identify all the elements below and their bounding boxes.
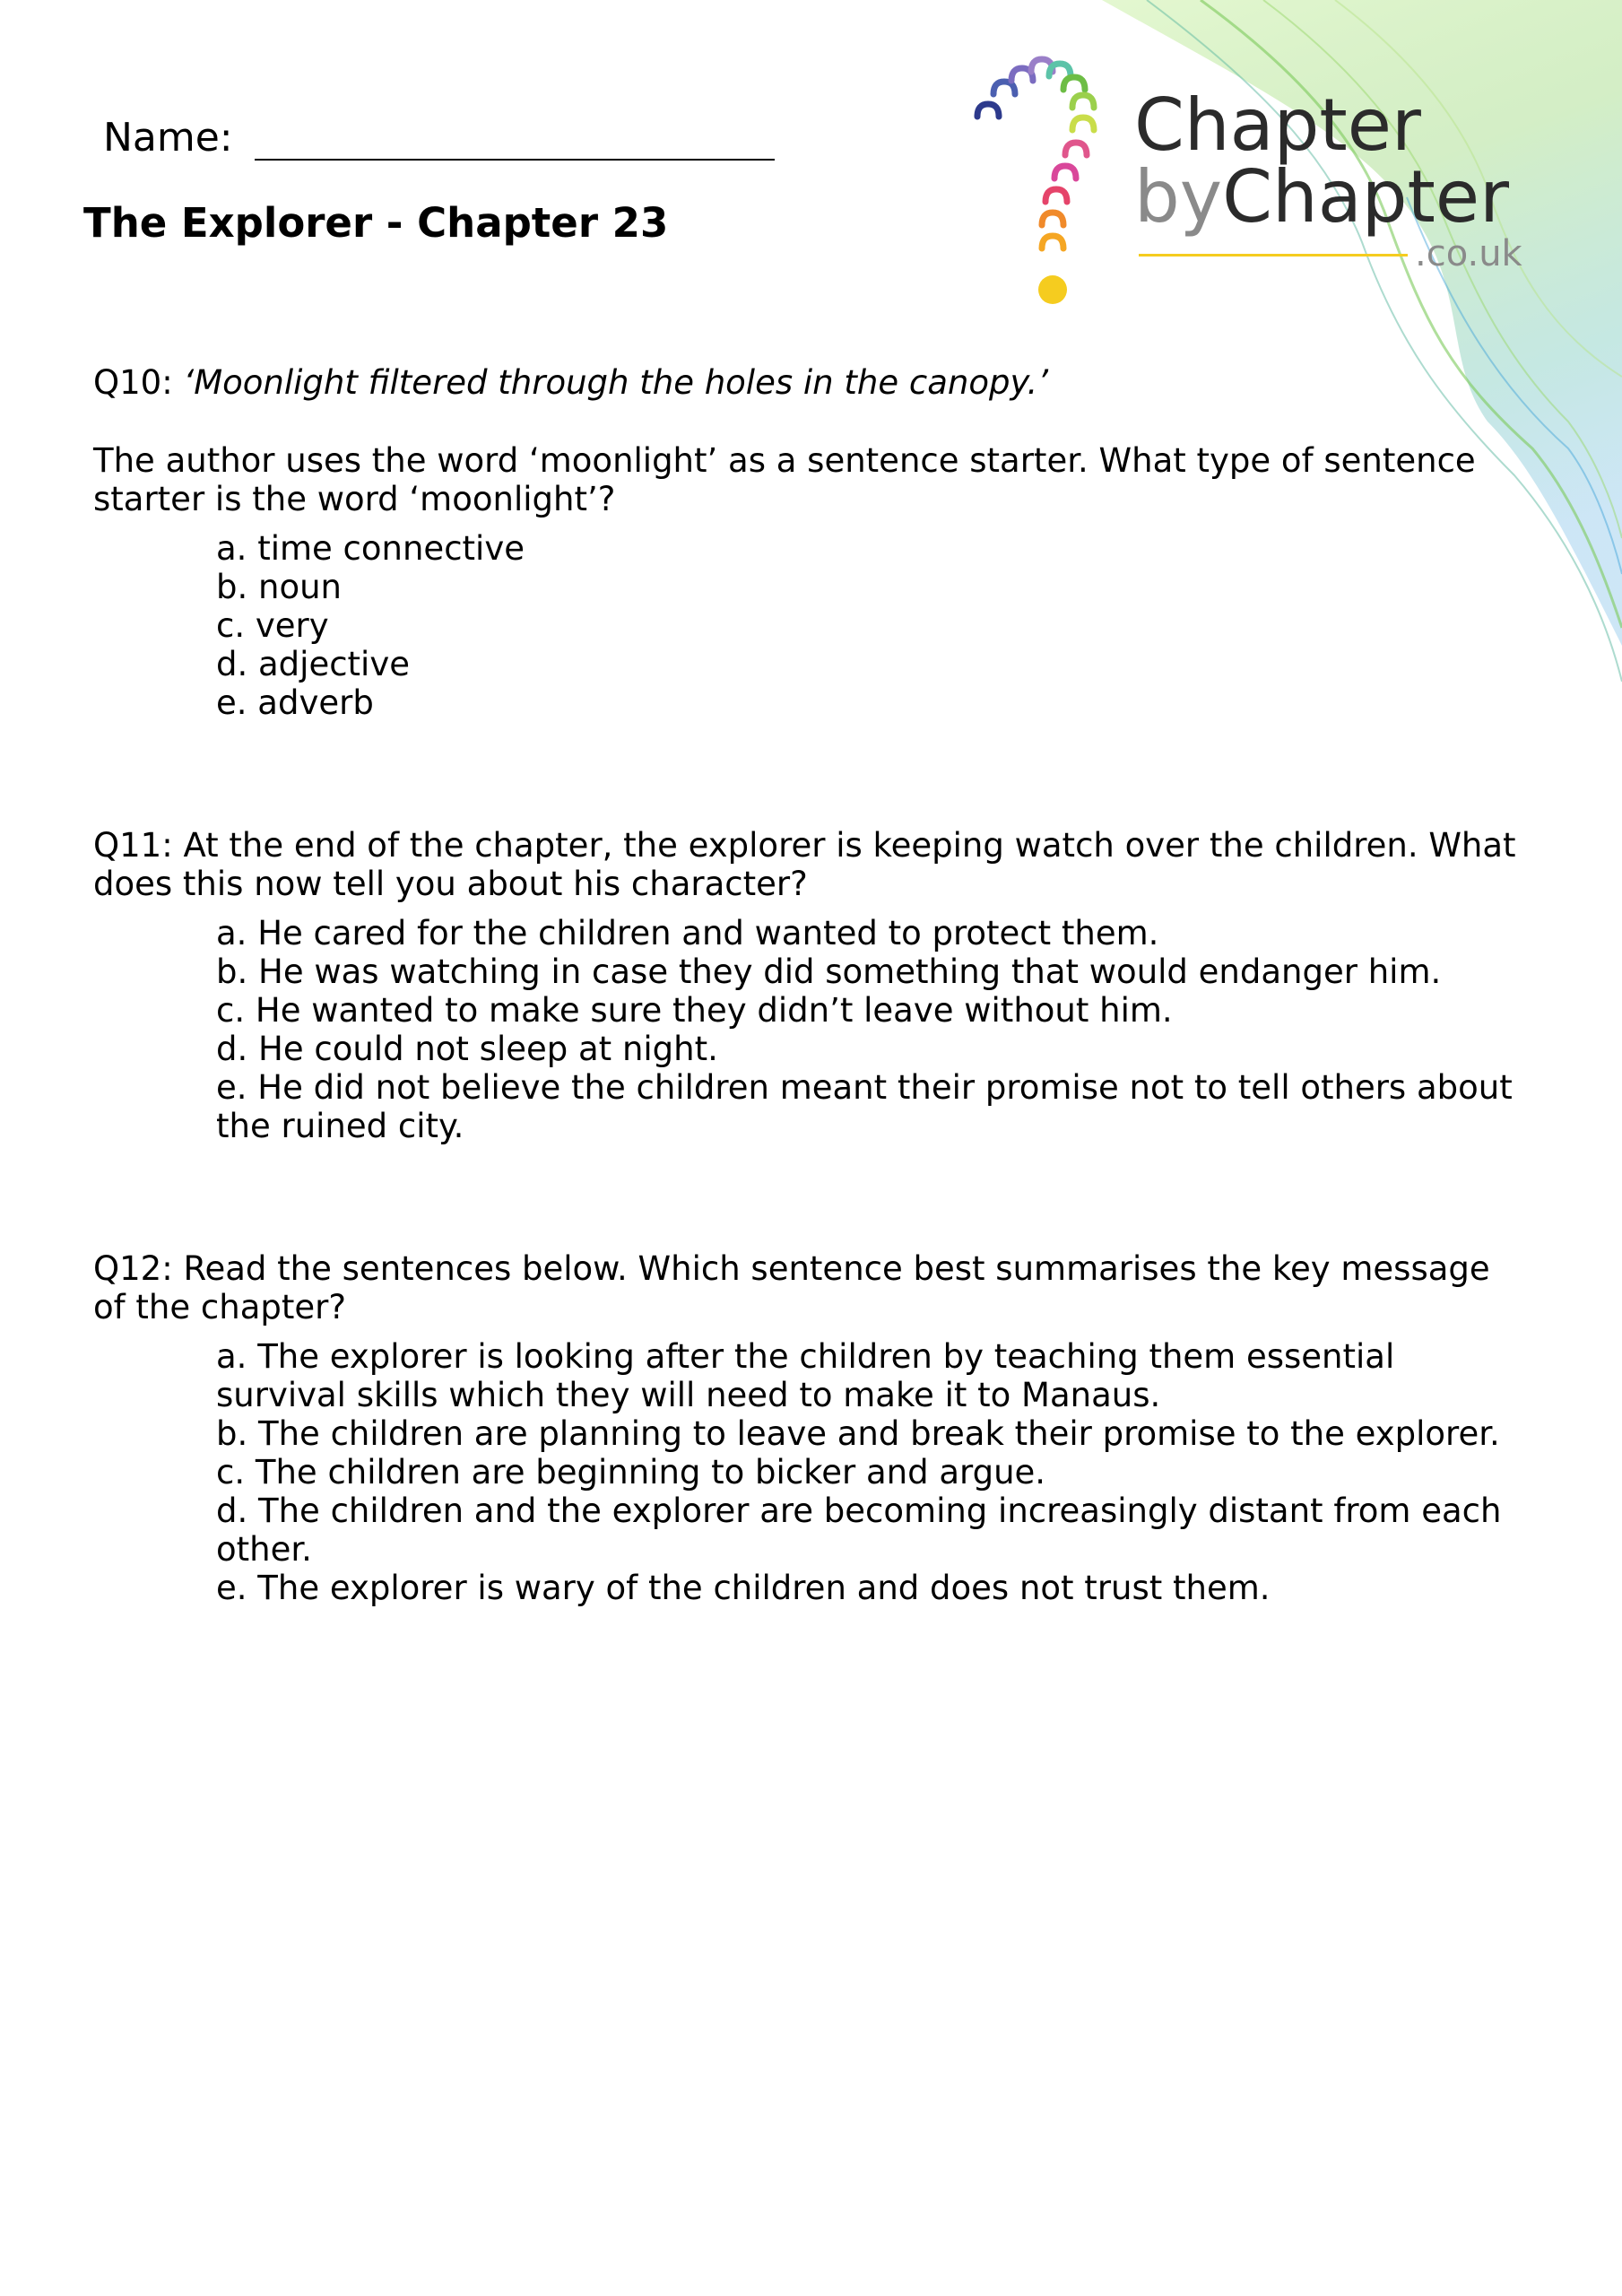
answer-option[interactable]: e. He did not believe the children meant their promise not to tell others about the ruined city. [216,1068,1513,1145]
logo-by: by [1134,155,1223,239]
book-question-mark-icon [959,49,1121,318]
answer-option[interactable]: c. He wanted to make sure they didn’t leave without him. [216,991,1173,1030]
name-label: Name: [103,115,233,161]
question-text: Q11: At the end of the chapter, the explorer is keeping watch over the children. What does this now tell you about his character? [93,826,1516,903]
answer-option[interactable]: d. The children and the explorer are becoming increasingly distant from each other. [216,1492,1502,1569]
answer-options [216,1337,1528,1607]
answer-option[interactable]: e. The explorer is wary of the children and does not trust them. [216,1569,1271,1607]
answer-options [216,529,1528,722]
chapter-by-chapter-logo [959,49,1533,318]
question-q11 [93,826,1528,1145]
question-quote: ‘Moonlight filtered through the holes in the canopy.’ [183,363,1049,402]
answer-option[interactable]: c. very [216,606,329,645]
answer-option[interactable]: b. He was watching in case they did something that would endanger him. [216,952,1442,991]
logo-wordmark-line2 [1134,155,1509,239]
answer-option[interactable]: c. The children are beginning to bicker and argue. [216,1453,1046,1492]
answer-option[interactable]: a. The explorer is looking after the children by teaching them essential survival skills which they will need to make it to Manaus. [216,1337,1395,1414]
answer-option[interactable]: d. He could not sleep at night. [216,1030,718,1068]
name-blank-line[interactable] [255,117,775,161]
question-q10 [93,363,1528,722]
question-number: Q10: [93,363,173,402]
worksheet-title: The Explorer - Chapter 23 [83,199,669,247]
logo-domain: .co.uk [1415,233,1522,274]
name-field [103,115,775,161]
answer-option[interactable]: a. He cared for the children and wanted to protect them. [216,914,1159,952]
questions-section [93,363,1528,1607]
question-q12 [93,1249,1528,1607]
answer-option[interactable]: a. time connective [216,529,525,568]
answer-option[interactable]: b. The children are planning to leave and break their promise to the explorer. [216,1414,1500,1453]
answer-option[interactable]: e. adverb [216,683,374,722]
question-number: Q11: [93,826,173,865]
answer-option[interactable]: b. noun [216,568,342,606]
question-number: Q12: [93,1249,173,1288]
answer-options [216,914,1528,1145]
logo-underline [1139,254,1408,257]
question-text: The author uses the word ‘moonlight’ as a sentence starter. What type of sentence starter is the word ‘moonlight’? [93,441,1476,518]
question-heading [93,363,1528,402]
question-text: Q12: Read the sentences below. Which sentence best summarises the key message of the chapter? [93,1249,1490,1326]
logo-wordmark-line1: Chapter [1134,83,1421,167]
answer-option[interactable]: d. adjective [216,645,411,683]
logo-chapter: Chapter [1222,155,1509,239]
